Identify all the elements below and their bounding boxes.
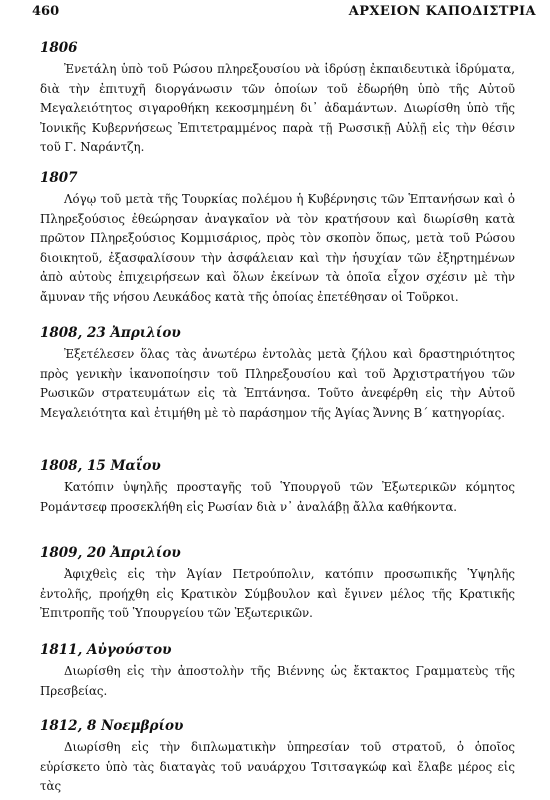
entry-date: 1809, 20 Ἀπριλίου	[40, 545, 181, 561]
entry-text: Διωρίσθη εἰς τὴν ἀποστολὴν τῆς Βιέννης ὡς ἔκτακτος Γραμματεὺς τῆς Πρεσβείας.	[40, 664, 515, 698]
entry-text: Ἀφιχθεὶς εἰς τὴν Ἁγίαν Πετρούπολιν, κατόπιν προσωπικῆς Ὑψηλῆς ἐντολῆς, προήχθη εἰς Κρατικὸν Σύμβουλον καὶ ἔγινεν μέλος τῆς Κρατικῆς Ἐπιτροπῆς τοῦ Ὑπουργείου τῶν Ἐξωτερικῶν.	[40, 567, 515, 620]
entry-date: 1811, Αὐγούστου	[40, 642, 172, 658]
entry-text-block	[40, 738, 515, 797]
entry-text-block	[40, 565, 515, 624]
entry-text: Κατόπιν ὑψηλῆς προσταγῆς τοῦ Ὑπουργοῦ τῶν Ἐξωτερικῶν κόμητος Ρομάντσεφ προσεκλήθη εἰς Ρωσίαν διὰ ν᾽ ἀναλάβῃ ἄλλα καθήκοντα.	[40, 480, 515, 514]
entry-date: 1808, 23 Ἀπριλίου	[40, 325, 181, 341]
entry-text-block	[40, 190, 515, 307]
entry-date: 1812, 8 Νοεμβρίου	[40, 718, 184, 734]
entry-text: Ἐνετάλη ὑπὸ τοῦ Ρώσου πληρεξουσίου νὰ ἱδρύσῃ ἐκπαιδευτικὰ ἱδρύματα, διὰ τὴν ἐπιτυχῆ διοργάνωσιν τῶν ὁποίων τοῦ ἐδωρήθη ὑπὸ τῆς Αὐτοῦ Μεγαλειότητος σιγαροθήκη κεκοσμημένη δι᾽ ἀδαμάντων. Διωρίσθη ὑπὸ τῆς Ἰονικῆς Κυβερνήσεως Ἐπιτετραμμένος παρὰ τῇ Ρωσσικῇ Αὐλῇ εἰς τὴν θέσιν τοῦ Γ. Ναράντζη.	[40, 62, 515, 154]
entry-text: Λόγῳ τοῦ μετὰ τῆς Τουρκίας πολέμου ἡ Κυβέρνησις τῶν Ἑπτανήσων καὶ ὁ Πληρεξούσιος ἐθεώρησαν ἀναγκαῖον νὰ τὸν κρατήσουν καὶ διωρίσθη κατὰ πρῶτον Πληρεξούσιος Κομμισάριος, πρὸς τὸν σκοπὸν ὅπως, μετὰ τοῦ Ρώσου διοικητοῦ, ἐξασφαλίσουν τὴν ἀσφάλειαν καὶ τὴν ἡσυχίαν τῶν ἐξηρτημένων ἀπὸ αὐτοὺς ἐπιχειρήσεων καὶ ὅλων ἐκείνων τὰ ὁποῖα εἶχον σχέσιν μὲ τὴν ἄμυναν τῆς νήσου Λευκάδος κατὰ τῆς ὁποίας ἐπετέθησαν οἱ Τοῦρκοι.	[40, 192, 515, 304]
entry-text-block	[40, 345, 515, 423]
entry-text-block	[40, 662, 515, 701]
entry-text: Διωρίσθη εἰς τὴν διπλωματικὴν ὑπηρεσίαν τοῦ στρατοῦ, ὁ ὁποῖος εὑρίσκετο ὑπὸ τὰς διαταγὰς τοῦ ναυάρχου Τσιτσαγκώφ καὶ ἔλαβε μέρος εἰς τὰς	[40, 740, 515, 793]
entry-date: 1808, 15 Μαΐου	[40, 458, 161, 474]
entry-text-block	[40, 478, 515, 517]
running-head	[0, 4, 550, 24]
running-title: ΑΡΧΕΙΟΝ ΚΑΠΟΔΙΣΤΡΙΑ	[348, 4, 536, 19]
entry-text-block	[40, 60, 515, 158]
entry-date: 1806	[40, 40, 78, 56]
entry-date: 1807	[40, 170, 78, 186]
entry-text: Ἐξετέλεσεν ὅλας τὰς ἀνωτέρω ἐντολὰς μετὰ ζήλου καὶ δραστηριότητος πρὸς γενικὴν ἱκανοποίησιν τοῦ Πληρεξουσίου καὶ τοῦ Ἀρχιστρατήγου τῶν Ρωσικῶν στρατευμάτων εἰς τὰ Ἑπτάνησα. Τοῦτο ἀνεφέρθη εἰς τὴν Αὐτοῦ Μεγαλειότητα καὶ ἐτιμήθη μὲ τὸ παράσημον τῆς Ἁγίας Ἄννης Β´ κατηγορίας.	[40, 347, 515, 420]
page-number: 460	[32, 4, 60, 19]
